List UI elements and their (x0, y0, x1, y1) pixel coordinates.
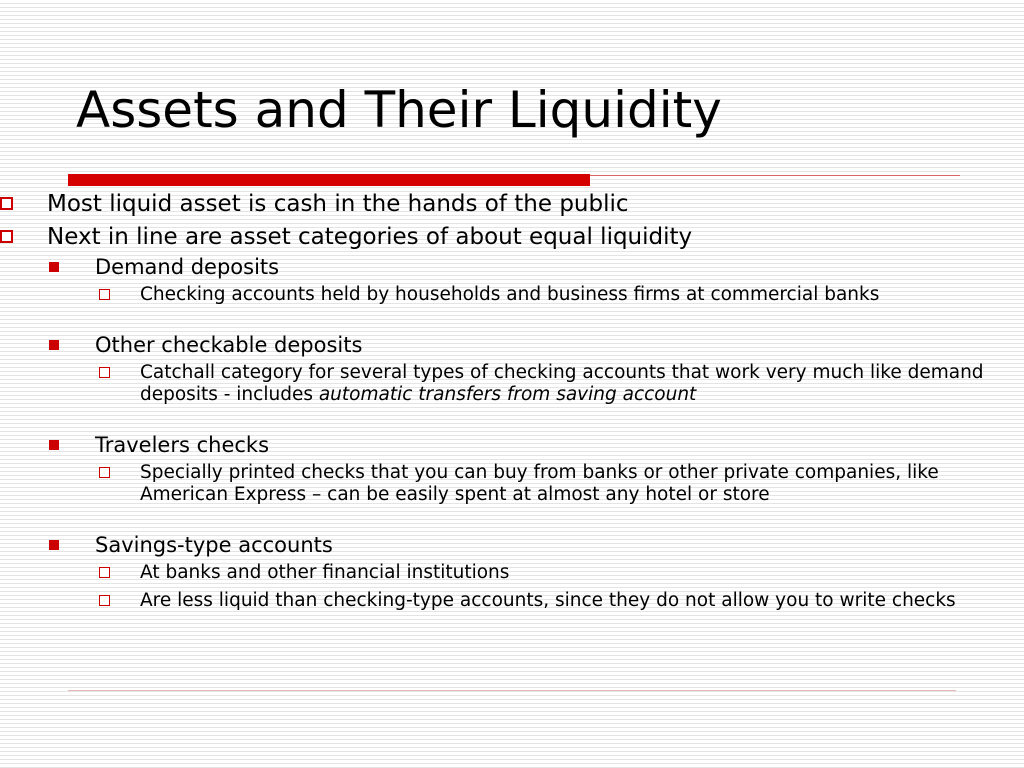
bullet-text: Catchall category for several types of checking accounts that work very much like demand deposits - includes (140, 362, 984, 405)
bullet-item-level2: Other checkable deposits (95, 333, 363, 357)
solid-square-bullet-icon (49, 262, 59, 272)
bullet-item-level3 (140, 362, 1015, 405)
bullet-item-level3: At banks and other financial institutions (140, 562, 510, 583)
title-underline-red (68, 174, 590, 186)
footer-divider (68, 690, 956, 691)
hollow-square-bullet-icon (99, 467, 110, 478)
bullet-item-level2: Savings-type accounts (95, 533, 333, 557)
hollow-square-bullet-icon (99, 567, 110, 578)
bullet-item-level3: Checking accounts held by households and business firms at commercial banks (140, 284, 880, 305)
bullet-item-level3: Specially printed checks that you can buy from banks or other private companies, like American Express – can be easily spent at almost any hotel or store (140, 462, 939, 505)
bullet-item-level3: Are less liquid than checking-type accounts, since they do not allow you to write checks (140, 590, 956, 611)
title-underline-thin (590, 175, 960, 176)
bullet-item-level2: Travelers checks (95, 433, 270, 457)
slide-title: Assets and Their Liquidity (76, 81, 722, 139)
hollow-square-bullet-icon (99, 595, 110, 606)
bullet-item-level1: Most liquid asset is cash in the hands of the public (47, 191, 629, 217)
hollow-square-bullet-icon (99, 289, 110, 300)
hollow-square-bullet-icon (0, 197, 13, 210)
bullet-item-level2: Demand deposits (95, 255, 280, 279)
bullet-item-level1: Next in line are asset categories of about equal liquidity (47, 224, 693, 250)
solid-square-bullet-icon (49, 340, 59, 350)
solid-square-bullet-icon (49, 540, 59, 550)
hollow-square-bullet-icon (0, 230, 13, 243)
bullet-emphasis-text: automatic transfers from saving account (318, 383, 697, 405)
hollow-square-bullet-icon (99, 367, 110, 378)
solid-square-bullet-icon (49, 440, 59, 450)
